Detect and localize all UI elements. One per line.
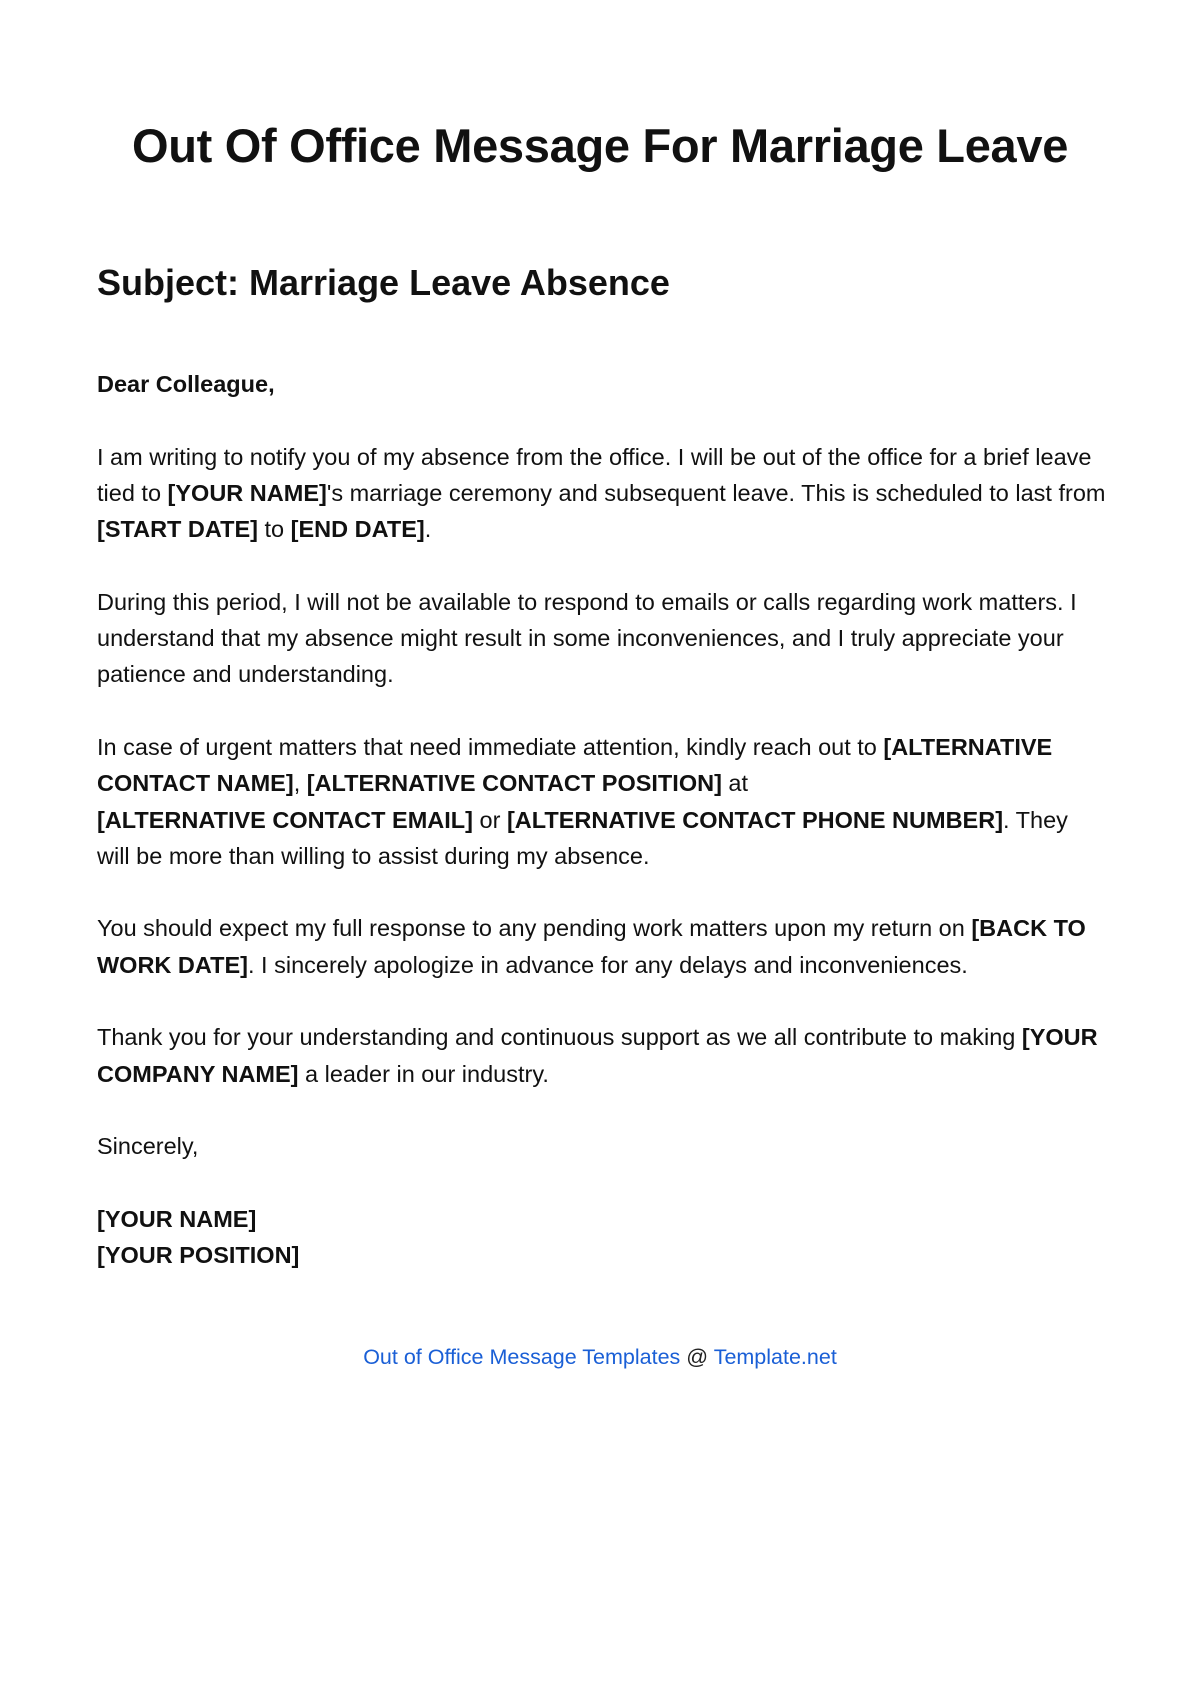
paragraph-return [97, 910, 1107, 983]
page-title: Out Of Office Message For Marriage Leave [131, 119, 1069, 172]
placeholder-contact-position: [ALTERNATIVE CONTACT POSITION] [306, 770, 722, 797]
paragraph-thanks [97, 1019, 1107, 1092]
text: a leader in our industry. [298, 1060, 549, 1087]
placeholder-contact-phone: [ALTERNATIVE CONTACT PHONE NUMBER] [506, 806, 1004, 833]
text: . They will be more than willing to assist during my absence. [97, 806, 1068, 869]
text: You should expect my full response to any pending work matters upon my return on [97, 915, 972, 942]
text: , [293, 770, 307, 797]
signature [97, 1201, 1107, 1274]
text: to [258, 516, 291, 543]
signature-name: [YOUR NAME] [97, 1205, 257, 1232]
footer-separator: @ [680, 1345, 714, 1369]
closing: Sincerely, [97, 1133, 199, 1160]
text: In case of urgent matters that need immediate attention, kindly reach out to [97, 733, 884, 760]
text: . [424, 516, 432, 543]
placeholder-contact-name: [ALTERNATIVE CONTACT NAME] [97, 733, 1053, 797]
signature-position: [YOUR POSITION] [97, 1242, 300, 1269]
placeholder-back-date: [BACK TO WORK DATE] [97, 915, 1086, 978]
text: I am writing to notify you of my absence from the office. I will be out of the office for a brief leave tied to [97, 443, 1092, 506]
paragraph-contact [97, 729, 1107, 874]
text: 's marriage ceremony and subsequent leave. This is scheduled to last from [326, 479, 1106, 506]
letter-body [97, 366, 1107, 1310]
footer [0, 1345, 1200, 1370]
placeholder-start-date: [START DATE] [97, 516, 258, 543]
paragraph-availability: During this period, I will not be available to respond to emails or calls regarding work matters. I understand that my absence might result in some inconveniences, and I truly appreciate your patience and understanding. [97, 588, 1077, 688]
text: Thank you for your understanding and continuous support as we all contribute to making [97, 1024, 1022, 1051]
text: . I sincerely apologize in advance for any delays and inconveniences. [247, 951, 968, 978]
greeting-text: Dear Colleague, [97, 371, 275, 397]
text: or [472, 806, 507, 833]
placeholder-contact-email: [ALTERNATIVE CONTACT EMAIL] [97, 806, 473, 833]
template-net-link[interactable]: Template.net [713, 1345, 837, 1369]
placeholder-end-date: [END DATE] [290, 516, 425, 543]
placeholder-your-name: [YOUR NAME] [167, 479, 327, 506]
greeting [97, 366, 1107, 402]
placeholder-company-name: [YOUR COMPANY NAME] [97, 1024, 1098, 1087]
paragraph-intro [97, 439, 1107, 548]
templates-link[interactable]: Out of Office Message Templates [363, 1345, 681, 1369]
text: at [721, 770, 749, 797]
subject-heading: Subject: Marriage Leave Absence [97, 262, 670, 303]
